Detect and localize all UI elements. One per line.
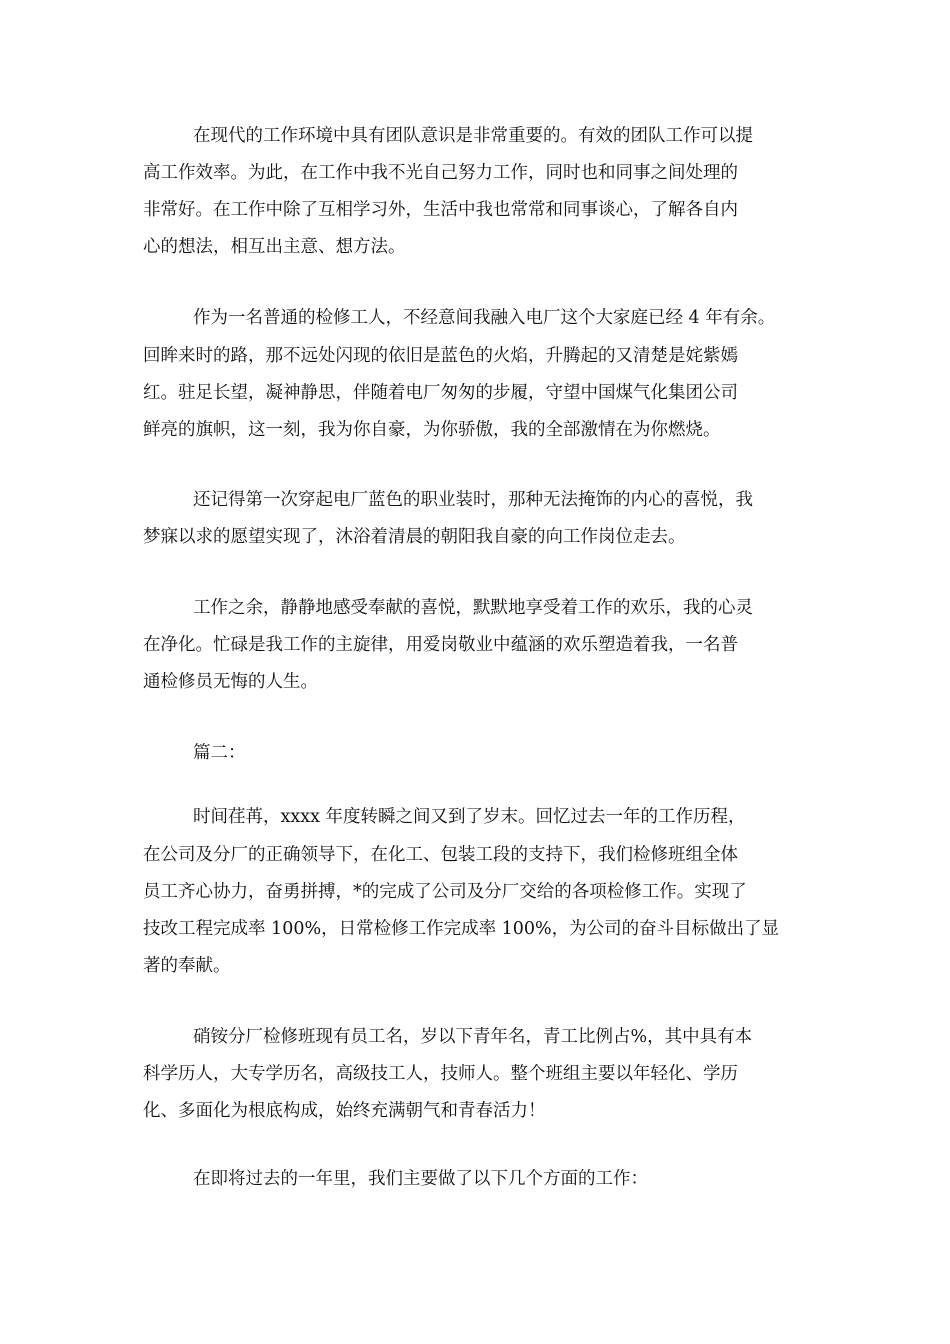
paragraph-4-line-2: 在净化。忙碌是我工作的主旋律，用爱岗敬业中蕴涵的欢乐塑造着我，一名普 xyxy=(143,635,738,655)
paragraph-7-line-1: 在即将过去的一年里，我们主要做了以下几个方面的工作： xyxy=(193,1169,648,1189)
paragraph-3-line-1: 还记得第一次穿起电厂蓝色的职业装时，那种无法掩饰的内心的喜悦，我 xyxy=(193,490,753,510)
paragraph-1-line-3: 非常好。在工作中除了互相学习外，生活中我也常常和同事谈心，了解各自内 xyxy=(143,200,738,220)
paragraph-1-line-4: 心的想法，相互出主意、想方法。 xyxy=(143,237,406,257)
paragraph-3-line-2: 梦寐以求的愿望实现了，沐浴着清晨的朝阳我自豪的向工作岗位走去。 xyxy=(143,527,686,547)
paragraph-5-line-3: 员工齐心协力，奋勇拼搏，*的完成了公司及分厂交给的各项检修工作。实现了 xyxy=(143,882,747,902)
paragraph-4-line-3: 通检修员无悔的人生。 xyxy=(143,672,318,692)
paragraph-5-line-1: 时间荏苒，xxxx 年度转瞬之间又到了岁末。回忆过去一年的工作历程， xyxy=(193,807,746,827)
paragraph-1-line-2: 高工作效率。为此，在工作中我不光自己努力工作，同时也和同事之间处理的 xyxy=(143,163,738,183)
paragraph-4-line-1: 工作之余，静静地感受奉献的喜悦，默默地享受着工作的欢乐，我的心灵 xyxy=(193,598,753,618)
section-heading: 篇二： xyxy=(193,743,246,763)
paragraph-6-line-2: 科学历人，大专学历名，高级技工人，技师人。整个班组主要以年轻化、学历 xyxy=(143,1064,738,1084)
paragraph-6-line-3: 化、多面化为根底构成，始终充满朝气和青春活力！ xyxy=(143,1101,546,1121)
paragraph-1-line-1: 在现代的工作环境中具有团队意识是非常重要的。有效的团队工作可以提 xyxy=(193,126,753,146)
paragraph-5-line-2: 在公司及分厂的正确领导下，在化工、包装工段的支持下，我们检修班组全体 xyxy=(143,845,738,865)
paragraph-2-line-4: 鲜亮的旗帜，这一刻，我为你自豪，为你骄傲，我的全部激情在为你燃烧。 xyxy=(143,420,721,440)
paragraph-5-line-4: 技改工程完成率 100%，日常检修工作完成率 100%，为公司的奋斗目标做出了显 xyxy=(143,919,780,939)
paragraph-2-line-3: 红。驻足长望，凝神静思，伴随着电厂匆匆的步履，守望中国煤气化集团公司 xyxy=(143,383,738,403)
paragraph-2-line-1: 作为一名普通的检修工人，不经意间我融入电厂这个大家庭已经 4 年有余。 xyxy=(193,308,776,328)
paragraph-2-line-2: 回眸来时的路，那不远处闪现的依旧是蓝色的火焰，升腾起的又清楚是姹紫嫣 xyxy=(143,346,738,366)
paragraph-5-line-5: 著的奉献。 xyxy=(143,956,231,976)
paragraph-6-line-1: 硝铵分厂检修班现有员工名，岁以下青年名，青工比例占%，其中具有本 xyxy=(193,1027,753,1047)
